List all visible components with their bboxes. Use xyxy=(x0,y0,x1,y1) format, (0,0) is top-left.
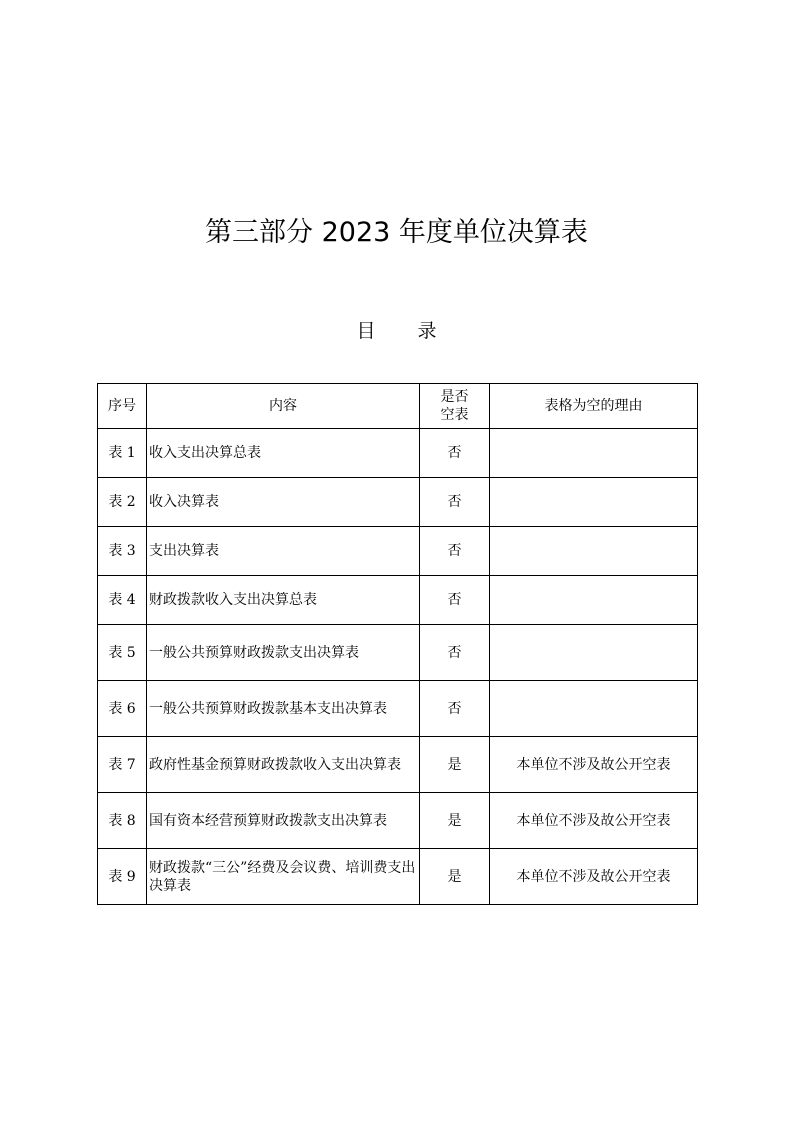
header-content: 内容 xyxy=(147,384,420,429)
row-reason: 本单位不涉及故公开空表 xyxy=(490,793,698,849)
table-row xyxy=(98,737,698,793)
row-content: 收入支出决算总表 xyxy=(147,429,420,478)
row-no: 表 1 xyxy=(98,429,147,478)
table-row xyxy=(98,576,698,625)
table-row xyxy=(98,849,698,905)
row-no: 表 9 xyxy=(98,849,147,905)
row-content: 一般公共预算财政拨款基本支出决算表 xyxy=(147,681,420,737)
row-is-empty: 否 xyxy=(420,527,490,576)
table-row xyxy=(98,527,698,576)
row-no: 表 7 xyxy=(98,737,147,793)
row-content: 财政拨款收入支出决算总表 xyxy=(147,576,420,625)
row-reason: 本单位不涉及故公开空表 xyxy=(490,849,698,905)
row-content: 国有资本经营预算财政拨款支出决算表 xyxy=(147,793,420,849)
header-no: 序号 xyxy=(98,384,147,429)
table-row xyxy=(98,793,698,849)
row-no: 表 4 xyxy=(98,576,147,625)
toc-heading: 目 录 xyxy=(356,320,455,342)
row-reason xyxy=(490,576,698,625)
row-no: 表 2 xyxy=(98,478,147,527)
row-is-empty: 否 xyxy=(420,429,490,478)
table-header-row xyxy=(98,384,698,429)
table-row xyxy=(98,625,698,681)
row-reason: 本单位不涉及故公开空表 xyxy=(490,737,698,793)
row-content: 收入决算表 xyxy=(147,478,420,527)
page-title: 第三部分 2023 年度单位决算表 xyxy=(205,217,588,248)
toc-table xyxy=(97,383,698,905)
row-reason xyxy=(490,681,698,737)
row-content: 政府性基金预算财政拨款收入支出决算表 xyxy=(147,737,420,793)
row-reason xyxy=(490,527,698,576)
table-row xyxy=(98,478,698,527)
header-reason: 表格为空的理由 xyxy=(490,384,698,429)
row-no: 表 5 xyxy=(98,625,147,681)
row-is-empty: 是 xyxy=(420,737,490,793)
row-no: 表 6 xyxy=(98,681,147,737)
row-reason xyxy=(490,625,698,681)
row-reason xyxy=(490,478,698,527)
row-is-empty: 否 xyxy=(420,681,490,737)
table-row xyxy=(98,681,698,737)
row-is-empty: 否 xyxy=(420,576,490,625)
row-is-empty: 是 xyxy=(420,849,490,905)
header-is-empty: 是否 空表 xyxy=(420,384,490,429)
row-is-empty: 否 xyxy=(420,625,490,681)
table-row xyxy=(98,429,698,478)
row-content: 财政拨款“三公”经费及会议费、培训费支出决算表 xyxy=(147,849,420,905)
row-content: 支出决算表 xyxy=(147,527,420,576)
row-is-empty: 否 xyxy=(420,478,490,527)
row-no: 表 3 xyxy=(98,527,147,576)
row-no: 表 8 xyxy=(98,793,147,849)
row-reason xyxy=(490,429,698,478)
row-content: 一般公共预算财政拨款支出决算表 xyxy=(147,625,420,681)
row-is-empty: 是 xyxy=(420,793,490,849)
